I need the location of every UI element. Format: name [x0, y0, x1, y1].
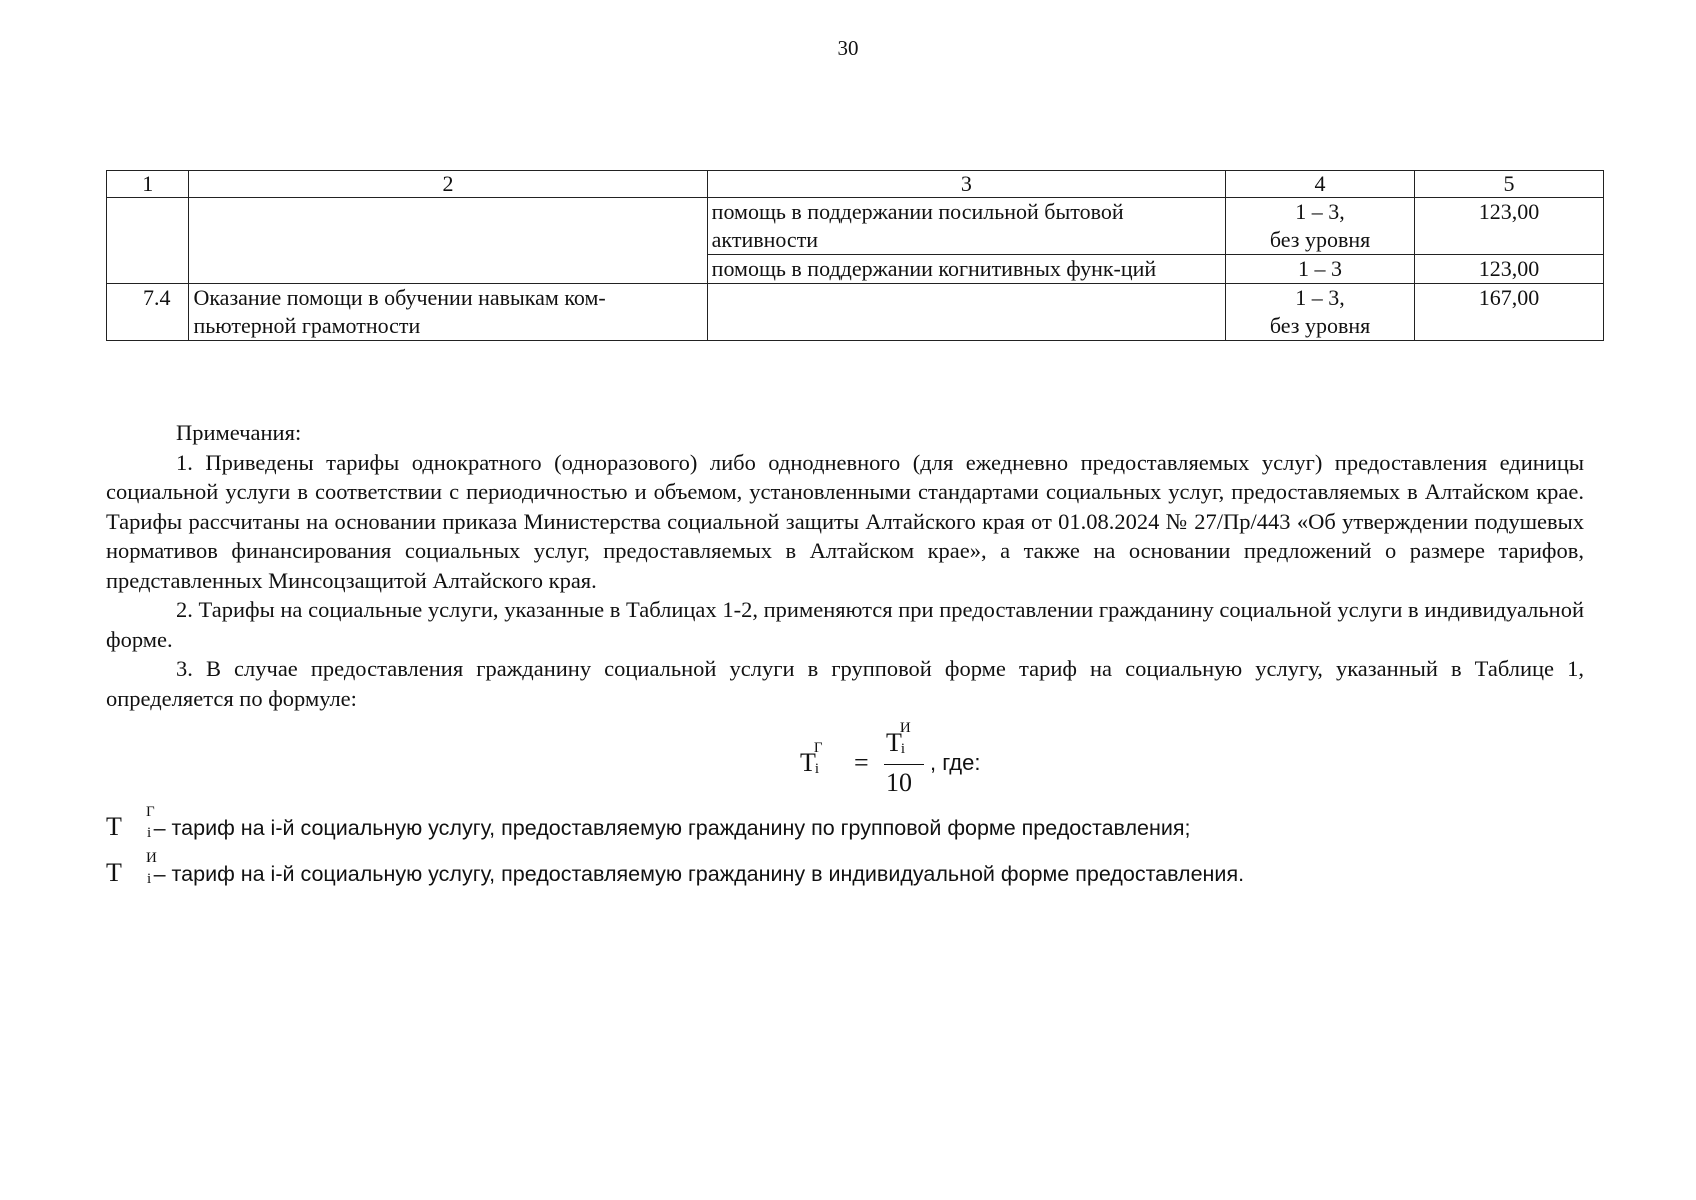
formula-denominator: 10 [886, 768, 912, 797]
formula-group-tariff-symbol [800, 740, 823, 778]
tariff-price-cell: 123,00 [1415, 198, 1604, 255]
definition-text: – тариф на i-й социальную услугу, предоставляемую гражданину в индивидуальной форме предоставления. [153, 862, 1245, 886]
note-item-2: 2. Тарифы на социальные услуги, указанные в Таблицах 1-2, применяются при предоставлении гражданину социальной услуги в индивидуальной форме. [106, 597, 1584, 652]
service-description-cell: помощь в поддержании когнитивных функ-ций [707, 255, 1225, 284]
definition-symbol-letter: T [106, 858, 122, 887]
service-description-cell: помощь в поддержании посильной бытовой активности [707, 198, 1225, 255]
periodicity-cell [1226, 198, 1415, 255]
periodicity-level: без уровня [1269, 227, 1371, 252]
periodicity-value: 1 – 3, [1295, 199, 1345, 224]
definition-group-tariff [106, 804, 1191, 842]
definition-symbol [106, 850, 157, 888]
column-header-4: 4 [1226, 171, 1415, 198]
formula-tail-text: , где: [930, 750, 981, 775]
note-item-3: 3. В случае предоставления гражданину социальной услуги в групповой форме тариф на социальную услугу, указанный в Таблице 1, определяется по формуле: [106, 656, 1584, 711]
formula-subscript: i [814, 761, 820, 777]
definition-subscript: i [147, 871, 152, 887]
tariff-price-cell: 167,00 [1415, 284, 1604, 341]
formula-numerator [886, 720, 911, 758]
definition-superscript: И [146, 850, 157, 866]
definition-symbol [106, 804, 155, 842]
formula-subscript: i [900, 741, 906, 757]
page-number: 30 [837, 36, 859, 60]
column-header-3: 3 [707, 171, 1225, 198]
periodicity-cell [1226, 284, 1415, 341]
definition-subscript: i [147, 825, 152, 841]
row-number-cell [107, 198, 189, 284]
note-item-1: 1. Приведены тарифы однократного (одноразового) либо однодневного (для ежедневно предоставляемых услуг) предоставления единицы социальной услуги в соответствии с периодичностью и объемом, установленными стандартами социальных услуг, предоставляемых в Алтайском крае. Тарифы рассчитаны на основании приказа Министерства социальной защиты Алтайского края от 01.08.2024 № 27/Пр/443 «Об утверждении подушевых нормативов финансирования социальных услуг, предоставляемых в Алтайском крае», а также на основании предложений о размере тарифов, представленных Минсоцзащитой Алтайского края. [106, 449, 1584, 593]
periodicity-value: 1 – 3 [1298, 256, 1343, 281]
service-name-cell: Оказание помощи в обучении навыкам ком-пьютерной грамотности [189, 284, 707, 341]
periodicity-cell [1226, 255, 1415, 284]
notes-section [106, 418, 1584, 713]
column-header-5: 5 [1415, 171, 1604, 198]
definition-individual-tariff [106, 850, 1245, 888]
tariff-price-cell: 123,00 [1415, 255, 1604, 284]
formula-superscript-group: Г [813, 740, 823, 756]
formula-symbol-letter: T [886, 728, 902, 757]
service-name-cell [189, 198, 707, 284]
column-header-2: 2 [189, 171, 707, 198]
periodicity-level: без уровня [1269, 313, 1371, 338]
formula-equals: = [854, 748, 869, 777]
definition-superscript: Г [146, 804, 155, 820]
row-number-cell: 7.4 [107, 284, 189, 341]
definition-text: – тариф на i-й социальную услугу, предоставляемую гражданину по групповой форме предоставления; [153, 816, 1191, 840]
service-description-cell [707, 284, 1225, 341]
periodicity-value: 1 – 3, [1295, 285, 1345, 310]
table-header-row [107, 171, 1604, 198]
tariff-table [106, 170, 1604, 341]
table-row [107, 198, 1604, 255]
formula-symbol-letter: T [800, 748, 816, 777]
definition-symbol-letter: T [106, 812, 122, 841]
formula-fraction-bar [884, 764, 924, 765]
column-header-1: 1 [107, 171, 189, 198]
table-row [107, 284, 1604, 341]
notes-heading: Примечания: [176, 420, 302, 445]
formula-superscript-individual: И [899, 720, 911, 736]
